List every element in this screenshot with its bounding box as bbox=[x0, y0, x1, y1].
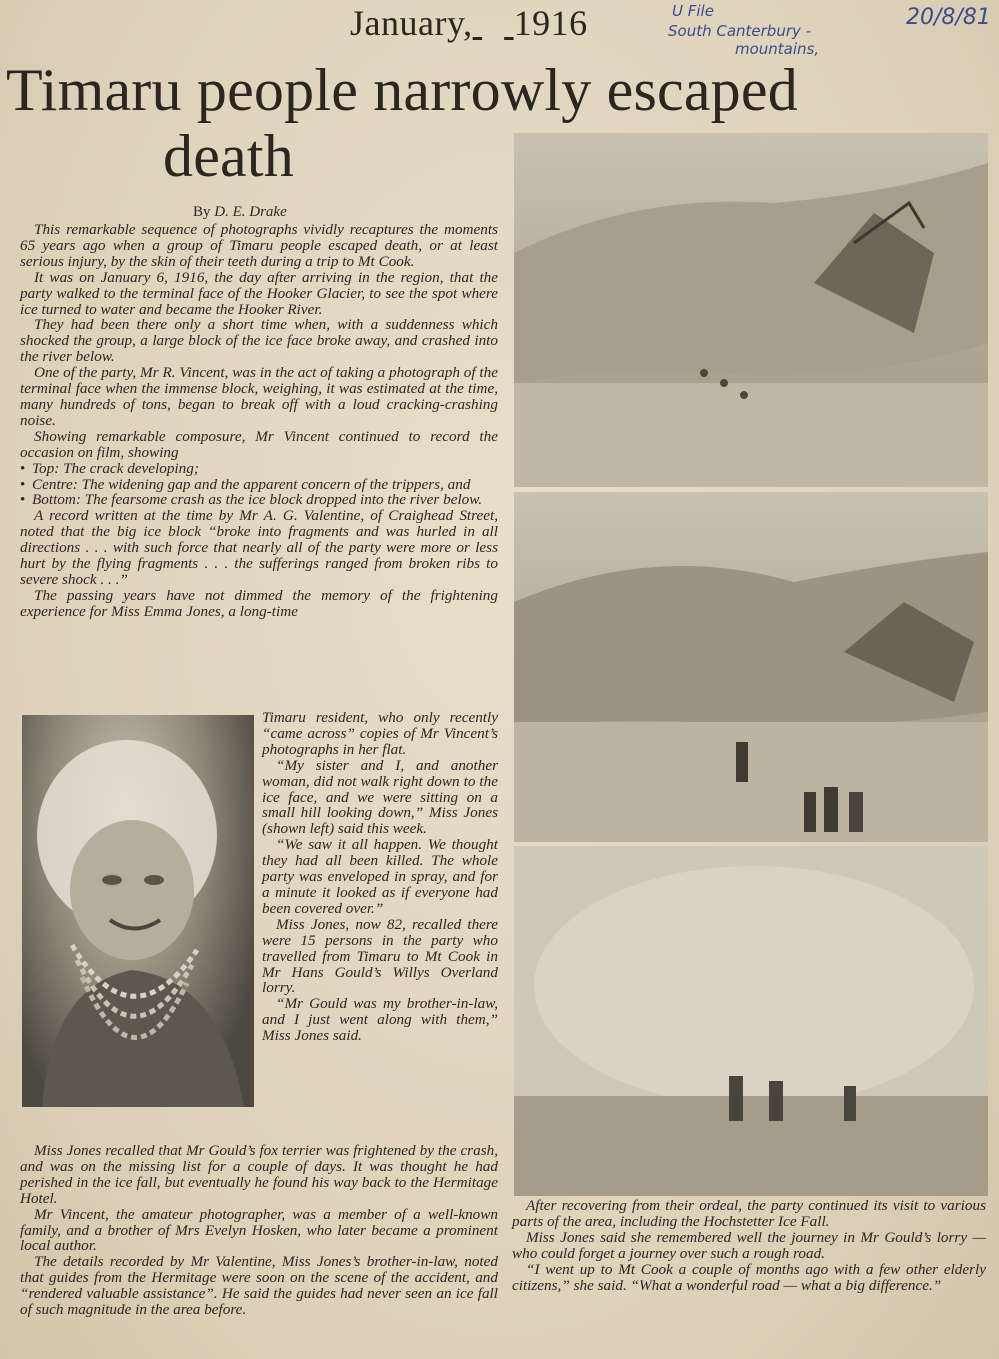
bullet-item: • Centre: The widening gap and the apparent concern of the trippers, and bbox=[20, 477, 498, 493]
paragraph: Miss Jones said she remembered well the journey in Mr Gould’s lorry — who could forget a journey over such a rough road. bbox=[512, 1228, 986, 1262]
paragraph: This remarkable sequence of photographs vividly recaptures the moments 65 years ago when a group of Timaru people escaped death, or at least serious injury, by the skin of their teeth during a trip to Mt Cook. bbox=[20, 221, 498, 270]
paragraph: Miss Jones, now 82, recalled there were 15 persons in the party who travelled from Timaru to Mt Cook in Mr Hans Gould’s Willys Overland lorry. bbox=[262, 915, 498, 997]
date-heading bbox=[350, 2, 588, 44]
headline-line1: Timaru people narrowly escaped bbox=[6, 57, 798, 123]
byline-name: D. E. Drake bbox=[214, 204, 287, 220]
paragraph: Timaru resident, who only recently “came across” copies of Mr Vincent’s photographs in her flat. bbox=[262, 709, 498, 758]
paragraph: “I went up to Mt Cook a couple of months ago with a few other elderly citizens,” she said. “What a wonderful road — what a big difference.” bbox=[512, 1260, 986, 1294]
glacier-photo-top bbox=[514, 133, 988, 487]
paragraph: A record written at the time by Mr A. G. Valentine, of Craighead Street, noted that the big ice block “broke into fragments and was hurled in all directions . . . with such force that nearly all of the party were more or less hurt by the flying fragments . . . the sufferings ranged from broken ribs to severe shock . . .” bbox=[20, 507, 498, 588]
byline-prefix: By bbox=[193, 204, 215, 220]
article-body-top bbox=[20, 222, 498, 620]
date-month: January, bbox=[350, 3, 473, 43]
paragraph: “My sister and I, and another woman, did not walk right down to the ice face, and we were sitting on a small hill looking down,” Miss Jones (shown left) said this week. bbox=[262, 756, 498, 838]
glacier-photo-centre bbox=[514, 492, 988, 842]
glacier-photo-bottom bbox=[514, 846, 988, 1196]
paragraph: After recovering from their ordeal, the party continued its visit to various parts of the area, including the Hochstetter Ice Fall. bbox=[512, 1197, 986, 1230]
paragraph: The details recorded by Mr Valentine, Miss Jones’s brother-in-law, noted that guides from the Hermitage were soon on the scene of the accident, and “rendered valuable assistance”. He said the guides had never seen an ice fall of such magnitude in the area before. bbox=[20, 1253, 498, 1319]
article-body-lower bbox=[20, 1143, 498, 1318]
byline bbox=[193, 204, 287, 221]
paragraph: The passing years have not dimmed the memory of the frightening experience for Miss Emma Jones, a long-time bbox=[20, 586, 498, 620]
paragraph: They had been there only a short time when, with a suddenness which shocked the group, a large block of the ice face broke away, and crashed into the river below. bbox=[20, 316, 498, 366]
handwritten-note-line2: South Canterbury - bbox=[668, 22, 812, 40]
paragraph: It was on January 6, 1916, the day after arriving in the region, that the party walked to the terminal face of the Hooker Glacier, to see the spot where ice turned to water and became the Hooker River. bbox=[20, 268, 498, 318]
paragraph: “We saw it all happen. We thought they had all been killed. The whole party was enveloped in spray, and for a minute it looked as if everyone had been covered over.” bbox=[262, 836, 498, 917]
article-body-right bbox=[512, 1198, 986, 1293]
portrait-photo bbox=[22, 715, 254, 1107]
paragraph: Miss Jones recalled that Mr Gould’s fox terrier was frightened by the crash, and was on the missing list for a couple of days. It was thought he had perished in the ice fall, but eventually he found his way back to the Hermitage Hotel. bbox=[20, 1142, 498, 1207]
article-body-wrap bbox=[262, 710, 498, 1044]
bullet-item: • Bottom: The fearsome crash as the ice block dropped into the river below. bbox=[20, 492, 498, 508]
paragraph: Showing remarkable composure, Mr Vincent continued to record the occasion on film, showing bbox=[20, 427, 498, 461]
headline-line2: death bbox=[163, 123, 294, 189]
bullet-item: • Top: The crack developing; bbox=[20, 461, 498, 477]
date-year: 1916 bbox=[513, 3, 588, 43]
handwritten-note-line1: U File bbox=[672, 2, 714, 20]
paragraph: “Mr Gould was my brother-in-law, and I just went along with them,” Miss Jones said. bbox=[262, 995, 498, 1045]
handwritten-note-line3: mountains, bbox=[735, 40, 820, 58]
paragraph: One of the party, Mr R. Vincent, was in the act of taking a photograph of the terminal face when the immense block, weighing, it was estimated at the time, many hundreds of tons, began to break off with a loud cracking-crashing noise. bbox=[20, 364, 498, 429]
handwritten-date: 20/8/81 bbox=[906, 5, 991, 30]
paragraph: Mr Vincent, the amateur photographer, was a member of a well-known family, and a brother of Mrs Evelyn Hosken, who later became a prominent local author. bbox=[20, 1205, 498, 1255]
